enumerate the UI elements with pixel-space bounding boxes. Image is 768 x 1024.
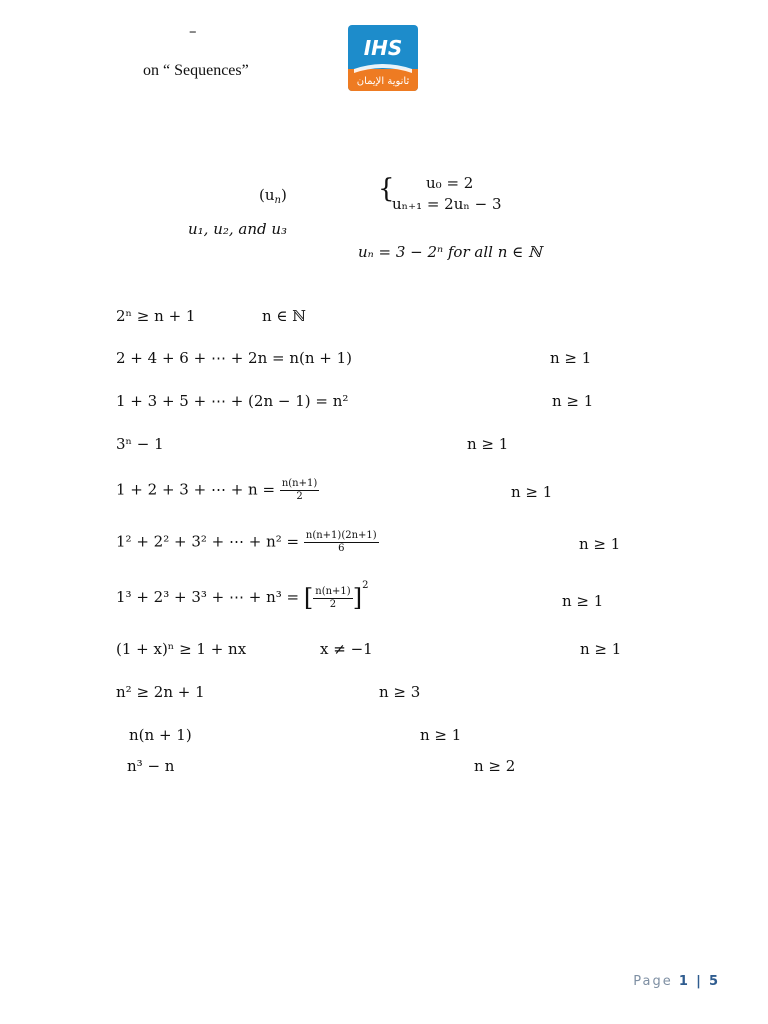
exercise-8-expr: (1 + x)ⁿ ≥ 1 + nx bbox=[116, 640, 247, 658]
exercise-2-expr: 2 + 4 + 6 + ⋯ + 2n = n(n + 1) bbox=[116, 349, 353, 367]
page-number: 1 bbox=[678, 974, 690, 989]
exercise-6-cond: n ≥ 1 bbox=[579, 535, 621, 553]
sequence-name: $(u_n)$ bbox=[259, 186, 287, 206]
page-separator: | bbox=[696, 974, 703, 989]
exercise-5 bbox=[116, 478, 319, 503]
recurrence-relation: uₙ₊₁ = 2uₙ − 3 bbox=[392, 195, 502, 213]
terms-list: u₁, u₂, and u₃ bbox=[188, 220, 288, 238]
header-dash: – bbox=[189, 22, 197, 40]
fraction: $\frac{n(n+1)}{2}$ bbox=[281, 478, 318, 502]
fraction: $\frac{n(n+1)(2n+1)}{6}$ bbox=[305, 530, 377, 554]
exercise-2-cond: n ≥ 1 bbox=[550, 349, 592, 367]
school-logo bbox=[348, 25, 418, 91]
exercise-9-cond: n ≥ 3 bbox=[379, 683, 421, 701]
page-total: 5 bbox=[708, 974, 720, 989]
fraction: $\frac{n(n+1)}{2}$ bbox=[315, 585, 351, 610]
exercise-10-expr: n(n + 1) bbox=[129, 726, 192, 744]
exercise-3-expr: 1 + 3 + 5 + ⋯ + (2n − 1) = n² bbox=[116, 392, 349, 410]
initial-term: u₀ = 2 bbox=[426, 174, 474, 192]
page-footer bbox=[633, 974, 720, 989]
exercise-1-expr: 2ⁿ ≥ n + 1 bbox=[116, 307, 196, 325]
brace: { bbox=[378, 174, 395, 204]
subtitle: on “ Sequences” bbox=[143, 62, 249, 79]
exercise-5-expr: 1 + 2 + 3 + ⋯ + n = bbox=[116, 480, 276, 499]
right-bracket: ] bbox=[352, 584, 363, 612]
svg-text:IHS: IHS bbox=[363, 36, 403, 60]
exercise-11-cond: n ≥ 2 bbox=[474, 757, 516, 775]
exercise-5-cond: n ≥ 1 bbox=[511, 483, 553, 501]
exercise-6-expr: 1² + 2² + 3² + ⋯ + n² = bbox=[116, 532, 300, 551]
exercise-1-cond: n ∈ ℕ bbox=[262, 307, 307, 325]
exercise-11-expr: n³ − n bbox=[127, 757, 175, 775]
power: 2 bbox=[362, 580, 369, 591]
exercise-3-cond: n ≥ 1 bbox=[552, 392, 594, 410]
exercise-8-cond: n ≥ 1 bbox=[580, 640, 622, 658]
explicit-formula: uₙ = 3 − 2ⁿ for all n ∈ ℕ bbox=[358, 243, 542, 261]
exercise-4-cond: n ≥ 1 bbox=[467, 435, 509, 453]
exercise-10-cond: n ≥ 1 bbox=[420, 726, 462, 744]
exercise-7-expr: 1³ + 2³ + 3³ + ⋯ + n³ = bbox=[116, 588, 300, 606]
exercise-8-extra: x ≠ −1 bbox=[320, 640, 373, 658]
svg-text:ثانوية الإيمان: ثانوية الإيمان bbox=[356, 76, 410, 87]
exercise-6 bbox=[116, 530, 379, 555]
left-bracket: [ bbox=[303, 584, 314, 612]
exercise-7-cond: n ≥ 1 bbox=[562, 592, 604, 610]
page-word: Page bbox=[633, 974, 673, 989]
exercise-7 bbox=[116, 580, 369, 612]
exercise-4-expr: 3ⁿ − 1 bbox=[116, 435, 164, 453]
exercise-9-expr: n² ≥ 2n + 1 bbox=[116, 683, 205, 701]
